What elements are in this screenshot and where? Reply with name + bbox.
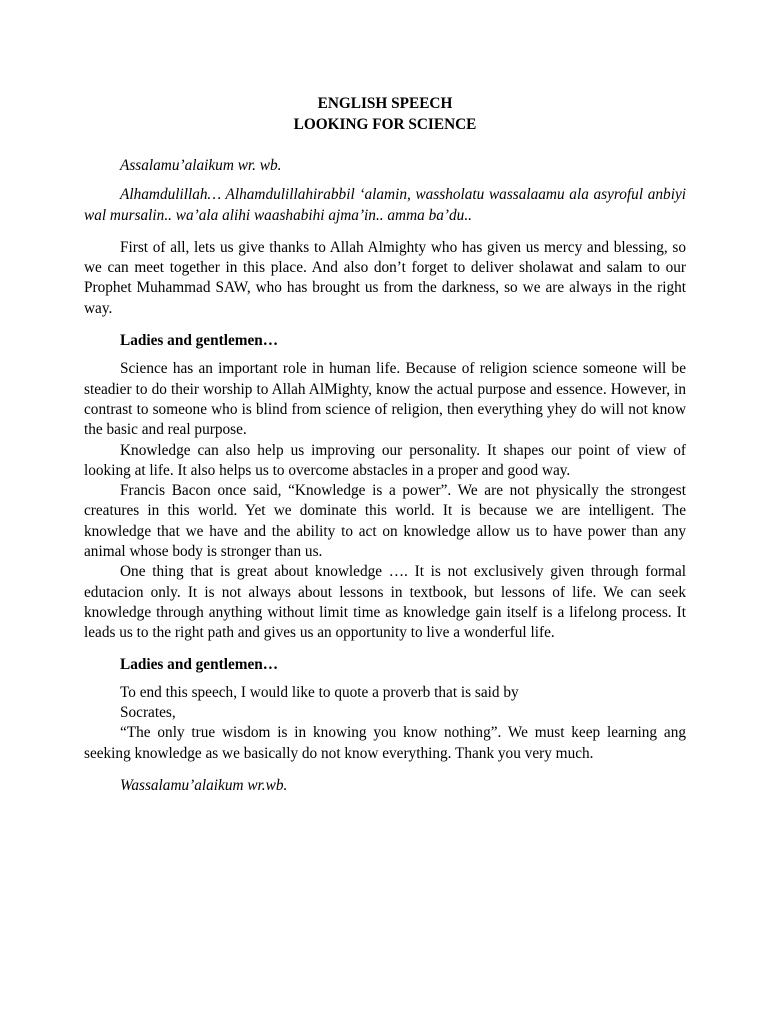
paragraph-5: One thing that is great about knowledge …. It is not exclusively given through formal edutacion only. It is not always about lessons in textbook, but lessons of life. We can seek knowledge through anything without limit time as knowledge gain itself is a lifelong process. It leads us to the right path and gives us an opportunity to live a wonderful life. [84,563,686,642]
greeting: Assalamu’alaikum wr. wb. [120,157,282,174]
farewell: Wassalamu’alaikum wr.wb. [120,777,288,795]
paragraph-2: Science has an important role in human life. Because of religion science someone will be steadier to do their worship to Allah AlMighty, know the actual purpose and essence. However, in contrast to someone who is blind from science of religion, then everything yhey do will not know the basic and real purpose. [84,360,686,439]
paragraph-6: “The only true wisdom is in knowing you know nothing”. We must keep learning ang seeking knowledge as we basically do not know everything. Thank you very much. [84,724,686,762]
closing-intro [84,683,686,724]
title-line-2: LOOKING FOR SCIENCE [293,115,477,133]
paragraph-4: Francis Bacon once said, “Knowledge is a power”. We are not physically the strongest creatures in this world. Yet we dominate this world. It is because we are intelligent. The knowledge that we have and the ability to act on knowledge allow us to have power than any animal whose body is stronger than us. [84,482,686,561]
salutation-2: Ladies and gentlemen… [120,655,279,673]
paragraph-3: Knowledge can also help us improving our personality. It shapes our point of view of looking at life. It also helps us to overcome abstacles in a proper and good way. [84,441,686,479]
title-line-1: ENGLISH SPEECH [317,95,453,112]
salutation-1: Ladies and gentlemen… [120,332,279,350]
closing-intro-line-1: To end this speech, I would like to quote a proverb that is said by [120,683,519,701]
closing-intro-line-2: Socrates, [120,704,176,722]
paragraph-1: First of all, lets us give thanks to Allah Almighty who has given us mercy and blessing, so we can meet together in this place. And also don’t forget to deliver sholawat and salam to our Prophet Muhammad SAW, who has brought us from the darkness, so we are always in the right way. [84,238,686,317]
opening-prayer: Alhamdulillah… Alhamdulillahirabbil ‘alamin, wassholatu wassalaamu ala asyroful anbiyi wal mursalin.. wa’ala alihi waashabihi ajma’in.. amma ba’du.. [84,186,686,224]
document-body [84,94,686,796]
